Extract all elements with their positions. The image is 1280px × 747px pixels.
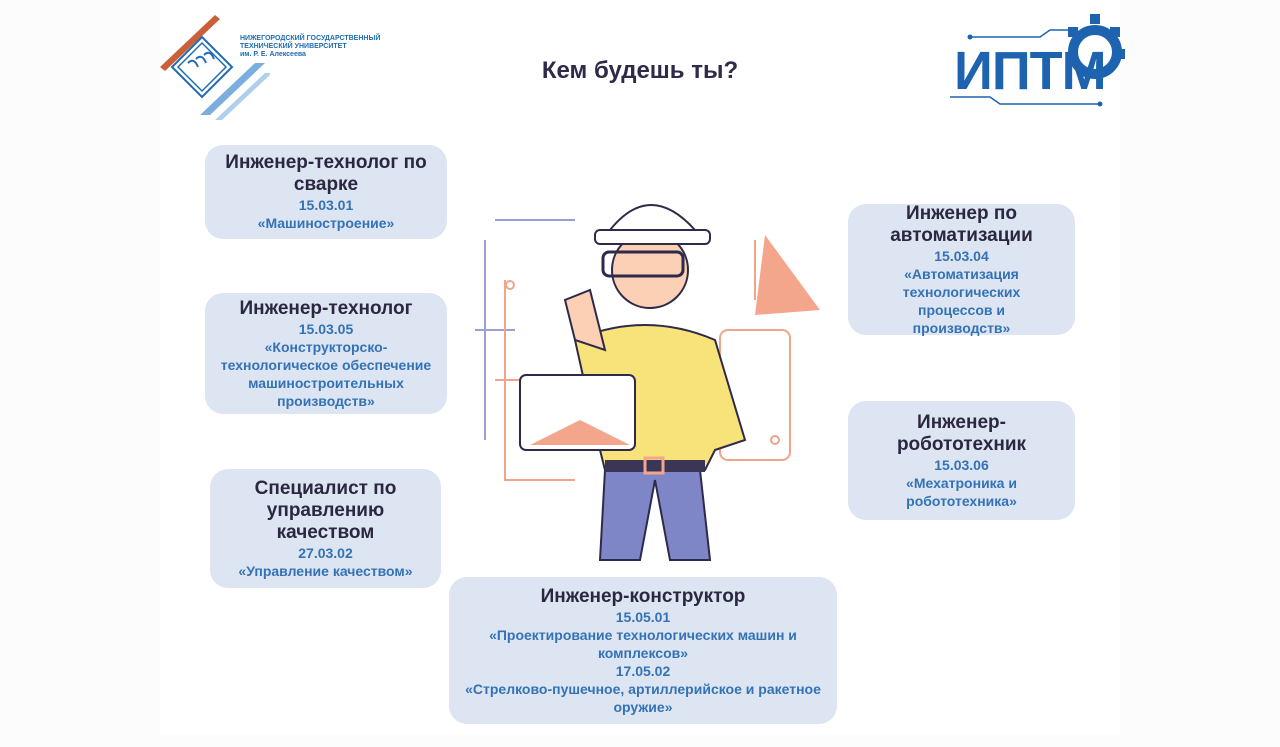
career-card-automation-engineer <box>848 204 1075 335</box>
career-card-robotics-engineer <box>848 401 1075 520</box>
career-title: Инженер-технолог <box>239 297 413 319</box>
career-title: Инженер-конструктор <box>540 585 746 607</box>
program-name: «Автоматизация технологических процессов и производств» <box>902 265 1021 336</box>
university-line-1: НИЖЕГОРОДСКИЙ ГОСУДАРСТВЕННЫЙ <box>240 35 381 42</box>
program-code: 15.03.01 <box>298 197 354 213</box>
program-name: «Конструкторско-технологическое обеспечение машиностроительных производств» <box>220 338 432 409</box>
program-code: 27.03.02 <box>298 544 353 561</box>
university-name <box>240 35 380 59</box>
program-code: 17.05.02 <box>615 662 671 679</box>
program-name: «Проектирование технологических машин и комплексов» <box>489 626 797 661</box>
institute-logo-text: ИПТМ <box>954 41 1106 101</box>
program-name: «Управление качеством» <box>238 562 413 579</box>
career-title: Специалист по управлению качеством <box>254 477 397 543</box>
university-line-2: ТЕХНИЧЕСКИЙ УНИВЕРСИТЕТ <box>240 43 347 50</box>
career-card-design-engineer <box>449 577 837 724</box>
program-name: «Машиностроение» <box>257 215 395 231</box>
program-code: 15.03.04 <box>934 247 989 264</box>
career-title: Инженер-технолог по сварке <box>225 152 427 195</box>
page-title: Кем будешь ты? <box>541 57 739 84</box>
career-card-quality-specialist <box>210 469 441 588</box>
university-line-3: им. Р. Е. Алексеева <box>240 51 306 58</box>
career-card-technologist <box>205 293 447 414</box>
program-name: «Мехатроника и робототехника» <box>906 474 1017 509</box>
career-card-welding-technologist <box>205 145 447 239</box>
program-code: 15.03.05 <box>298 320 354 337</box>
career-title: Инженер-робототехник <box>896 411 1027 455</box>
program-name: «Стрелково-пушечное, артиллерийское и ракетное оружие» <box>465 680 821 715</box>
program-code: 15.03.06 <box>934 456 989 473</box>
career-title: Инженер по автоматизации <box>890 202 1033 246</box>
program-code: 15.05.01 <box>615 608 671 625</box>
engineer-illustration <box>455 180 830 565</box>
